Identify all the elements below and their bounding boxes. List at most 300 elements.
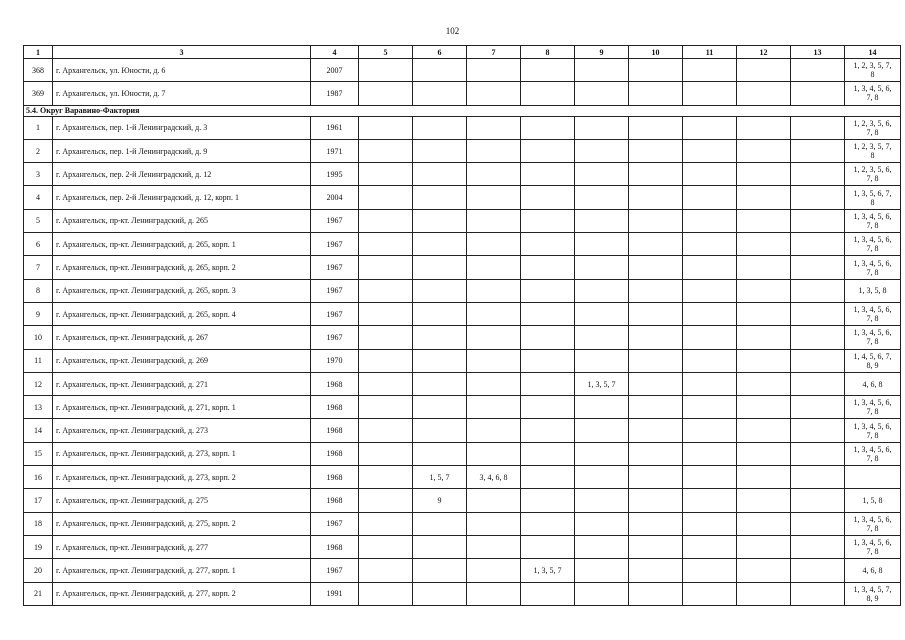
cell-c11 xyxy=(683,535,737,558)
cell-c10 xyxy=(629,535,683,558)
cell-c6 xyxy=(413,372,467,395)
cell-c13 xyxy=(791,396,845,419)
cell-c14: 4, 6, 8 xyxy=(845,559,901,582)
cell-c8 xyxy=(521,466,575,489)
cell-c6 xyxy=(413,116,467,139)
cell-n: 15 xyxy=(24,442,53,465)
table-row xyxy=(24,489,901,512)
cell-c14 xyxy=(845,466,901,489)
cell-c13 xyxy=(791,302,845,325)
cell-addr: г. Архангельск, пр-кт. Ленинградский, д. 265 xyxy=(53,209,311,232)
cell-c14: 1, 3, 4, 5, 6, 7, 8 xyxy=(845,256,901,279)
column-header: 6 xyxy=(413,46,467,59)
cell-c11 xyxy=(683,559,737,582)
cell-addr: г. Архангельск, пр-кт. Ленинградский, д. 275 xyxy=(53,489,311,512)
cell-n: 7 xyxy=(24,256,53,279)
cell-c13 xyxy=(791,59,845,82)
table-row xyxy=(24,466,901,489)
cell-c13 xyxy=(791,512,845,535)
cell-n: 5 xyxy=(24,209,53,232)
cell-addr: г. Архангельск, пр-кт. Ленинградский, д. 273 xyxy=(53,419,311,442)
cell-c8 xyxy=(521,326,575,349)
cell-addr: г. Архангельск, пр-кт. Ленинградский, д. 277 xyxy=(53,535,311,558)
cell-c10 xyxy=(629,372,683,395)
cell-c8 xyxy=(521,209,575,232)
cell-n: 19 xyxy=(24,535,53,558)
cell-c8 xyxy=(521,512,575,535)
cell-c9 xyxy=(575,535,629,558)
cell-c5 xyxy=(359,279,413,302)
cell-c6 xyxy=(413,59,467,82)
column-header: 14 xyxy=(845,46,901,59)
cell-n: 369 xyxy=(24,82,53,105)
cell-c10 xyxy=(629,466,683,489)
cell-c12 xyxy=(737,256,791,279)
cell-n: 9 xyxy=(24,302,53,325)
cell-c12 xyxy=(737,372,791,395)
cell-c7 xyxy=(467,372,521,395)
cell-year: 1967 xyxy=(311,326,359,349)
cell-c7 xyxy=(467,279,521,302)
cell-c13 xyxy=(791,186,845,209)
cell-n: 18 xyxy=(24,512,53,535)
cell-c9 xyxy=(575,466,629,489)
cell-c14: 1, 2, 3, 5, 7, 8 xyxy=(845,59,901,82)
cell-year: 1967 xyxy=(311,559,359,582)
cell-c8 xyxy=(521,233,575,256)
cell-c10 xyxy=(629,582,683,605)
cell-addr: г. Архангельск, пр-кт. Ленинградский, д. 267 xyxy=(53,326,311,349)
cell-addr: г. Архангельск, пр-кт. Ленинградский, д. 277, корп. 2 xyxy=(53,582,311,605)
cell-c5 xyxy=(359,559,413,582)
cell-c11 xyxy=(683,233,737,256)
cell-c7 xyxy=(467,163,521,186)
cell-c6 xyxy=(413,302,467,325)
cell-c6 xyxy=(413,396,467,419)
cell-n: 6 xyxy=(24,233,53,256)
cell-c14: 1, 3, 4, 5, 6, 7, 8 xyxy=(845,326,901,349)
cell-c9 xyxy=(575,326,629,349)
table-row xyxy=(24,559,901,582)
cell-c5 xyxy=(359,512,413,535)
cell-c9 xyxy=(575,419,629,442)
cell-c10 xyxy=(629,256,683,279)
cell-c12 xyxy=(737,139,791,162)
cell-c8 xyxy=(521,116,575,139)
cell-c7 xyxy=(467,59,521,82)
cell-c10 xyxy=(629,396,683,419)
cell-c9 xyxy=(575,302,629,325)
cell-c13 xyxy=(791,442,845,465)
column-header: 8 xyxy=(521,46,575,59)
cell-year: 1991 xyxy=(311,582,359,605)
cell-addr: г. Архангельск, пр-кт. Ленинградский, д. 265, корп. 2 xyxy=(53,256,311,279)
cell-c13 xyxy=(791,559,845,582)
cell-c6 xyxy=(413,186,467,209)
cell-c6 xyxy=(413,512,467,535)
cell-addr: г. Архангельск, пер. 2-й Ленинградский, д. 12 xyxy=(53,163,311,186)
column-header: 13 xyxy=(791,46,845,59)
cell-c7 xyxy=(467,139,521,162)
cell-c13 xyxy=(791,349,845,372)
cell-c6 xyxy=(413,559,467,582)
cell-c8 xyxy=(521,349,575,372)
table-row xyxy=(24,186,901,209)
cell-c8 xyxy=(521,256,575,279)
cell-c13 xyxy=(791,233,845,256)
cell-c9 xyxy=(575,279,629,302)
cell-c7 xyxy=(467,256,521,279)
cell-c8 xyxy=(521,396,575,419)
cell-addr: г. Архангельск, ул. Юности, д. 6 xyxy=(53,59,311,82)
cell-c11 xyxy=(683,186,737,209)
cell-n: 13 xyxy=(24,396,53,419)
cell-c6 xyxy=(413,442,467,465)
cell-c7 xyxy=(467,302,521,325)
cell-c10 xyxy=(629,419,683,442)
cell-c6 xyxy=(413,209,467,232)
cell-c11 xyxy=(683,139,737,162)
cell-c9 xyxy=(575,209,629,232)
cell-c12 xyxy=(737,419,791,442)
cell-c9 xyxy=(575,396,629,419)
cell-n: 20 xyxy=(24,559,53,582)
cell-c5 xyxy=(359,139,413,162)
cell-c8 xyxy=(521,279,575,302)
cell-year: 1968 xyxy=(311,396,359,419)
cell-c11 xyxy=(683,279,737,302)
table-row xyxy=(24,256,901,279)
section-row xyxy=(24,105,901,116)
cell-c13 xyxy=(791,466,845,489)
cell-c11 xyxy=(683,582,737,605)
cell-n: 14 xyxy=(24,419,53,442)
cell-c8 xyxy=(521,59,575,82)
cell-c10 xyxy=(629,559,683,582)
cell-addr: г. Архангельск, пр-кт. Ленинградский, д. 269 xyxy=(53,349,311,372)
cell-year: 1968 xyxy=(311,442,359,465)
cell-year: 1967 xyxy=(311,233,359,256)
cell-c14: 1, 3, 4, 5, 6, 7, 8 xyxy=(845,396,901,419)
cell-c10 xyxy=(629,186,683,209)
cell-addr: г. Архангельск, пр-кт. Ленинградский, д. 265, корп. 3 xyxy=(53,279,311,302)
cell-c6 xyxy=(413,256,467,279)
column-header: 10 xyxy=(629,46,683,59)
cell-c5 xyxy=(359,582,413,605)
cell-c7 xyxy=(467,116,521,139)
cell-c5 xyxy=(359,349,413,372)
cell-c6 xyxy=(413,326,467,349)
cell-c6 xyxy=(413,233,467,256)
cell-addr: г. Архангельск, пер. 1-й Ленинградский, д. 9 xyxy=(53,139,311,162)
cell-c12 xyxy=(737,396,791,419)
cell-year: 2007 xyxy=(311,59,359,82)
cell-c13 xyxy=(791,582,845,605)
cell-n: 4 xyxy=(24,186,53,209)
column-header: 12 xyxy=(737,46,791,59)
cell-n: 8 xyxy=(24,279,53,302)
cell-addr: г. Архангельск, пр-кт. Ленинградский, д. 273, корп. 2 xyxy=(53,466,311,489)
table-row xyxy=(24,396,901,419)
table-row xyxy=(24,582,901,605)
cell-c9 xyxy=(575,59,629,82)
cell-c7 xyxy=(467,233,521,256)
cell-n: 368 xyxy=(24,59,53,82)
cell-c13 xyxy=(791,535,845,558)
cell-addr: г. Архангельск, пр-кт. Ленинградский, д. 265, корп. 1 xyxy=(53,233,311,256)
cell-n: 10 xyxy=(24,326,53,349)
cell-c11 xyxy=(683,163,737,186)
cell-n: 12 xyxy=(24,372,53,395)
cell-c9 xyxy=(575,256,629,279)
cell-c11 xyxy=(683,512,737,535)
cell-c14: 1, 5, 8 xyxy=(845,489,901,512)
cell-n: 11 xyxy=(24,349,53,372)
cell-c10 xyxy=(629,59,683,82)
cell-c14: 1, 3, 5, 6, 7, 8 xyxy=(845,186,901,209)
cell-c13 xyxy=(791,163,845,186)
cell-c9 xyxy=(575,512,629,535)
cell-c11 xyxy=(683,396,737,419)
cell-c13 xyxy=(791,116,845,139)
cell-n: 3 xyxy=(24,163,53,186)
table-body xyxy=(24,59,901,606)
column-header: 9 xyxy=(575,46,629,59)
cell-c9 xyxy=(575,349,629,372)
cell-c11 xyxy=(683,419,737,442)
cell-c11 xyxy=(683,256,737,279)
cell-c14: 1, 3, 4, 5, 6, 7, 8 xyxy=(845,419,901,442)
table-row xyxy=(24,116,901,139)
cell-c12 xyxy=(737,209,791,232)
cell-c7 xyxy=(467,326,521,349)
cell-c7 xyxy=(467,559,521,582)
cell-c14: 1, 2, 3, 5, 6, 7, 8 xyxy=(845,116,901,139)
cell-c10 xyxy=(629,489,683,512)
cell-c14: 1, 3, 4, 5, 6, 7, 8 xyxy=(845,82,901,105)
cell-c5 xyxy=(359,59,413,82)
cell-c9 xyxy=(575,186,629,209)
cell-c6 xyxy=(413,163,467,186)
cell-c10 xyxy=(629,442,683,465)
cell-c10 xyxy=(629,512,683,535)
cell-c11 xyxy=(683,372,737,395)
cell-c12 xyxy=(737,512,791,535)
cell-addr: г. Архангельск, пр-кт. Ленинградский, д. 273, корп. 1 xyxy=(53,442,311,465)
cell-c12 xyxy=(737,326,791,349)
column-header: 7 xyxy=(467,46,521,59)
cell-c11 xyxy=(683,349,737,372)
cell-c12 xyxy=(737,535,791,558)
cell-c11 xyxy=(683,489,737,512)
cell-c10 xyxy=(629,279,683,302)
cell-c13 xyxy=(791,372,845,395)
cell-c8 xyxy=(521,489,575,512)
cell-c14: 1, 3, 4, 5, 6, 7, 8 xyxy=(845,535,901,558)
cell-c7 xyxy=(467,186,521,209)
cell-c7 xyxy=(467,489,521,512)
page-number: 102 xyxy=(445,26,460,36)
cell-c8 xyxy=(521,139,575,162)
section-title: 5.4. Округ Варавино-Фактория xyxy=(24,105,901,116)
cell-c12 xyxy=(737,582,791,605)
table-row xyxy=(24,139,901,162)
cell-c5 xyxy=(359,442,413,465)
cell-c10 xyxy=(629,82,683,105)
cell-c12 xyxy=(737,116,791,139)
cell-addr: г. Архангельск, пр-кт. Ленинградский, д. 271, корп. 1 xyxy=(53,396,311,419)
cell-c11 xyxy=(683,326,737,349)
cell-c5 xyxy=(359,302,413,325)
column-header: 5 xyxy=(359,46,413,59)
column-header: 4 xyxy=(311,46,359,59)
cell-c14: 1, 3, 4, 5, 6, 7, 8 xyxy=(845,302,901,325)
cell-c12 xyxy=(737,466,791,489)
cell-c14: 1, 3, 4, 5, 6, 7, 8 xyxy=(845,512,901,535)
column-header: 1 xyxy=(24,46,53,59)
cell-c14: 1, 2, 3, 5, 7, 8 xyxy=(845,139,901,162)
cell-year: 1968 xyxy=(311,372,359,395)
cell-c7 xyxy=(467,582,521,605)
cell-c6 xyxy=(413,582,467,605)
cell-year: 1967 xyxy=(311,279,359,302)
cell-c9 xyxy=(575,82,629,105)
cell-c5 xyxy=(359,419,413,442)
cell-c9 xyxy=(575,489,629,512)
cell-c7 xyxy=(467,349,521,372)
cell-c10 xyxy=(629,233,683,256)
cell-c10 xyxy=(629,163,683,186)
table-row xyxy=(24,419,901,442)
cell-addr: г. Архангельск, ул. Юности, д. 7 xyxy=(53,82,311,105)
cell-c13 xyxy=(791,256,845,279)
cell-c7: 3, 4, 6, 8 xyxy=(467,466,521,489)
cell-c8 xyxy=(521,419,575,442)
cell-c10 xyxy=(629,349,683,372)
cell-c8 xyxy=(521,302,575,325)
cell-addr: г. Архангельск, пр-кт. Ленинградский, д. 265, корп. 4 xyxy=(53,302,311,325)
cell-n: 17 xyxy=(24,489,53,512)
cell-c6 xyxy=(413,349,467,372)
cell-c5 xyxy=(359,256,413,279)
cell-addr: г. Архангельск, пр-кт. Ленинградский, д. 277, корп. 1 xyxy=(53,559,311,582)
cell-c6 xyxy=(413,535,467,558)
data-table xyxy=(23,45,901,606)
cell-c13 xyxy=(791,279,845,302)
cell-c14: 4, 6, 8 xyxy=(845,372,901,395)
table-row xyxy=(24,535,901,558)
cell-c13 xyxy=(791,139,845,162)
cell-c12 xyxy=(737,186,791,209)
cell-n: 21 xyxy=(24,582,53,605)
cell-c5 xyxy=(359,489,413,512)
cell-c10 xyxy=(629,116,683,139)
cell-c5 xyxy=(359,233,413,256)
cell-year: 1970 xyxy=(311,349,359,372)
cell-year: 1967 xyxy=(311,302,359,325)
cell-c7 xyxy=(467,512,521,535)
cell-c12 xyxy=(737,59,791,82)
cell-c10 xyxy=(629,209,683,232)
cell-c5 xyxy=(359,209,413,232)
cell-c5 xyxy=(359,396,413,419)
cell-c7 xyxy=(467,396,521,419)
cell-c10 xyxy=(629,326,683,349)
cell-c8 xyxy=(521,372,575,395)
cell-c12 xyxy=(737,559,791,582)
cell-year: 1968 xyxy=(311,466,359,489)
cell-c11 xyxy=(683,442,737,465)
cell-c8 xyxy=(521,535,575,558)
cell-year: 1968 xyxy=(311,489,359,512)
cell-c14: 1, 3, 5, 8 xyxy=(845,279,901,302)
cell-c14: 1, 3, 4, 5, 6, 7, 8 xyxy=(845,209,901,232)
cell-c7 xyxy=(467,82,521,105)
cell-year: 1968 xyxy=(311,535,359,558)
column-header: 3 xyxy=(53,46,311,59)
cell-c7 xyxy=(467,209,521,232)
cell-c9 xyxy=(575,116,629,139)
cell-c6: 9 xyxy=(413,489,467,512)
cell-c5 xyxy=(359,326,413,349)
cell-c11 xyxy=(683,209,737,232)
cell-c11 xyxy=(683,59,737,82)
table-header xyxy=(24,46,901,59)
cell-c10 xyxy=(629,302,683,325)
table-row xyxy=(24,512,901,535)
cell-n: 16 xyxy=(24,466,53,489)
cell-year: 2004 xyxy=(311,186,359,209)
cell-c14: 1, 3, 4, 5, 6, 7, 8 xyxy=(845,442,901,465)
cell-c5 xyxy=(359,535,413,558)
cell-c9: 1, 3, 5, 7 xyxy=(575,372,629,395)
cell-c7 xyxy=(467,419,521,442)
cell-c14: 1, 3, 4, 5, 7, 8, 9 xyxy=(845,582,901,605)
cell-c6 xyxy=(413,419,467,442)
cell-c14: 1, 2, 3, 5, 6, 7, 8 xyxy=(845,163,901,186)
cell-c13 xyxy=(791,326,845,349)
cell-c5 xyxy=(359,466,413,489)
cell-c9 xyxy=(575,233,629,256)
cell-c5 xyxy=(359,163,413,186)
cell-c11 xyxy=(683,116,737,139)
table-row xyxy=(24,349,901,372)
cell-c6 xyxy=(413,139,467,162)
table-row xyxy=(24,163,901,186)
cell-c8 xyxy=(521,186,575,209)
table-row xyxy=(24,233,901,256)
header-row xyxy=(24,46,901,59)
cell-c8: 1, 3, 5, 7 xyxy=(521,559,575,582)
table-row xyxy=(24,59,901,82)
column-header: 11 xyxy=(683,46,737,59)
cell-year: 1961 xyxy=(311,116,359,139)
cell-addr: г. Архангельск, пр-кт. Ленинградский, д. 275, корп. 2 xyxy=(53,512,311,535)
cell-addr: г. Архангельск, пер. 1-й Ленинградский, д. 3 xyxy=(53,116,311,139)
cell-c9 xyxy=(575,559,629,582)
table-row xyxy=(24,442,901,465)
cell-c12 xyxy=(737,442,791,465)
cell-year: 1967 xyxy=(311,256,359,279)
cell-c5 xyxy=(359,82,413,105)
cell-c12 xyxy=(737,349,791,372)
cell-c12 xyxy=(737,233,791,256)
cell-c5 xyxy=(359,186,413,209)
cell-year: 1987 xyxy=(311,82,359,105)
table-row xyxy=(24,279,901,302)
cell-year: 1967 xyxy=(311,512,359,535)
table-row xyxy=(24,209,901,232)
